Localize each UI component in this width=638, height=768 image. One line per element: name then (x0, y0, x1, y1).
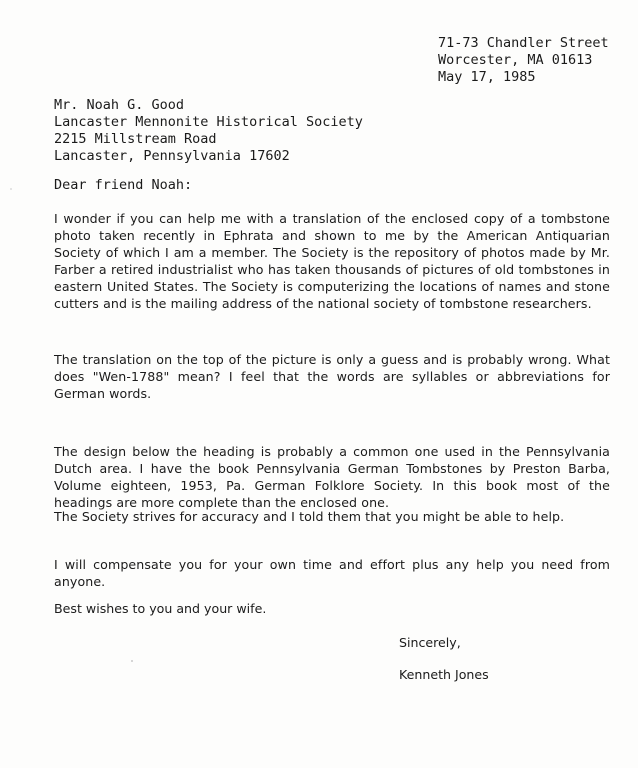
body-paragraph: The translation on the top of the picture is only a guess and is probably wrong. What does "Wen-1788" mean? I feel that the words are syllables or abbreviations for German words. (54, 352, 610, 401)
scan-speck (10, 188, 12, 190)
recipient-address-block (54, 97, 363, 165)
body-paragraph: The Society strives for accuracy and I told them that you might be able to help. (54, 509, 565, 524)
recipient-street: 2215 Millstream Road (54, 131, 217, 147)
body-paragraph: I wonder if you can help me with a translation of the enclosed copy of a tombstone photo taken recently in Ephrata and shown to me by the American Antiquarian Society of which I am a member. The Society is the repository of photos made by Mr. Farber a retired industrialist who has taken thousands of pictures of old tombstones in eastern United States. The Society is computerizing the locations of names and stone cutters and is the mailing address of the national society of tombstone researchers. (54, 211, 610, 311)
salutation: Dear friend Noah: (54, 177, 193, 193)
sender-city: Worcester, MA 01613 (438, 52, 593, 68)
recipient-organization: Lancaster Mennonite Historical Society (54, 114, 363, 130)
body-paragraph: I will compensate you for your own time and effort plus any help you need from anyone. (54, 557, 610, 589)
recipient-name: Mr. Noah G. Good (54, 97, 185, 113)
sender-address-block (438, 35, 609, 86)
complimentary-close: Sincerely, (399, 635, 461, 650)
recipient-city: Lancaster, Pennsylvania 17602 (54, 148, 290, 164)
body-paragraph: The design below the heading is probably a common one used in the Pennsylvania Dutch area. I have the book Pennsylvania German Tombstones by Preston Barba, Volume eighteen, 1953, Pa. German Folklore Society. In this book most of the headings are more complete than the enclosed one. (54, 444, 610, 510)
sender-street: 71-73 Chandler Street (438, 35, 609, 51)
signer-name: Kenneth Jones (399, 667, 489, 682)
letter-date: May 17, 1985 (438, 69, 536, 85)
scan-speck (131, 660, 133, 662)
closing-wishes: Best wishes to you and your wife. (54, 601, 267, 616)
